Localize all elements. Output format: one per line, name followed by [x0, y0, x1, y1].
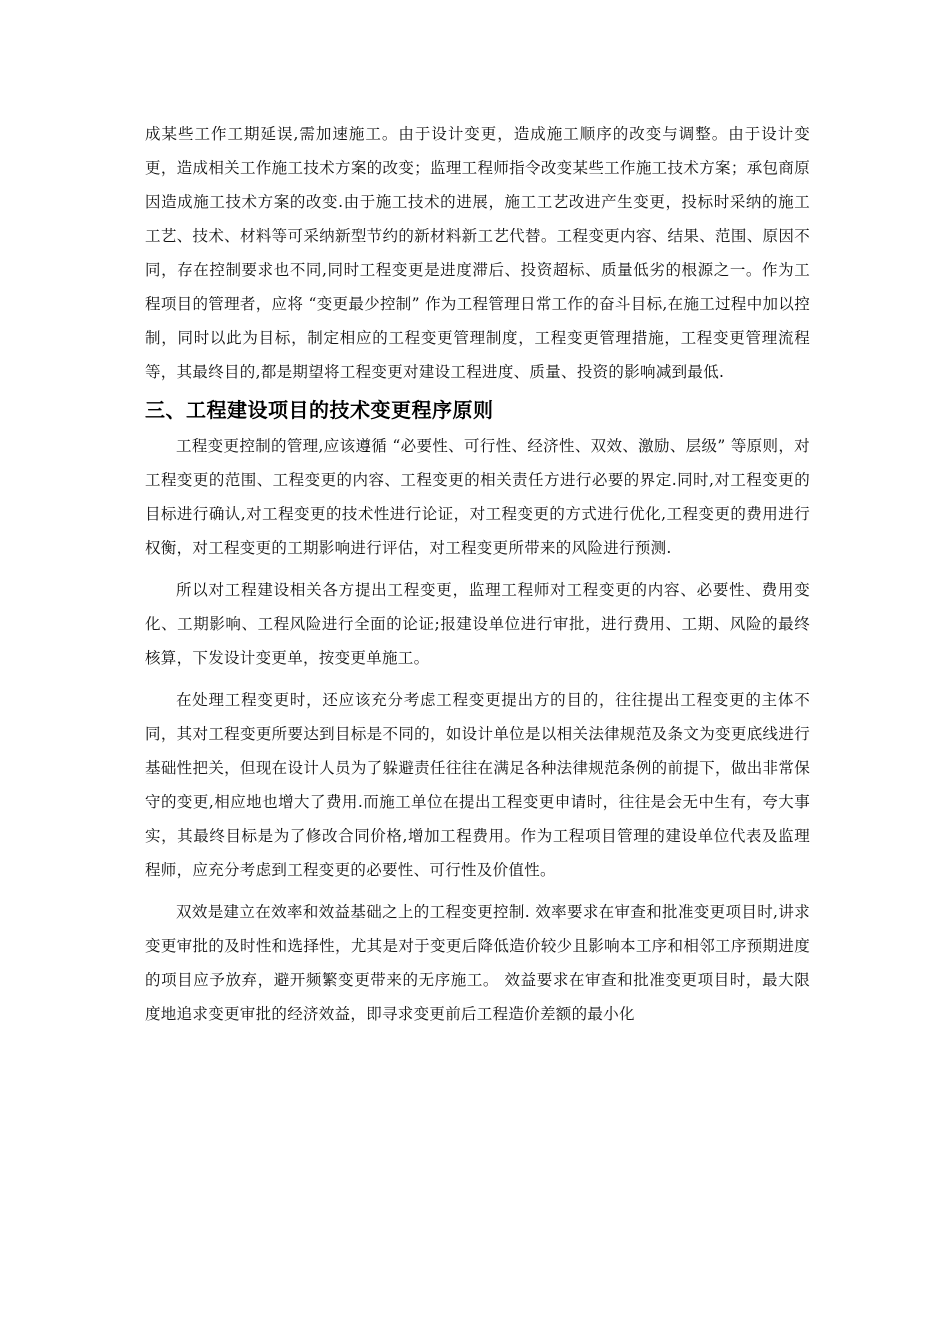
paragraph-continuation: 成某些工作工期延误,需加速施工。由于设计变更，造成施工顺序的改变与调整。由于设计变更，造成相关工作施工技术方案的改变；监理工程师指令改变某些工作施工技术方案；承包商原因造成施工技术方案的改变.由于施工技术的进展，施工工艺改进产生变更，投标时采纳的施工工艺、技术、材料等可采纳新型节约的新材料新工艺代替。工程变更内容、结果、范围、原因不同，存在控制要求也不同,同时工程变更是进度滞后、投资超标、质量低劣的根源之一。作为工程项目的管理者，应将 “变更最少控制” 作为工程管理日常工作的奋斗目标,在施工过程中加以控制，同时以此为目标，制定相应的工程变更管理制度，工程变更管理措施，工程变更管理流程等，其最终目的,都是期望将工程变更对建设工程进度、质量、投资的影响减到最低. — [145, 125, 810, 381]
paragraph-supervision: 所以对工程建设相关各方提出工程变更，监理工程师对工程变更的内容、必要性、费用变化、工期影响、工程风险进行全面的论证;报建设单位进行审批，进行费用、工期、风险的最终核算，下发设计变更单，按变更单施工。 — [145, 581, 810, 667]
paragraph-dual-efficiency: 双效是建立在效率和效益基础之上的工程变更控制. 效率要求在审查和批准变更项目时,讲求变更审批的及时性和选择性，尤其是对于变更后降低造价较少且影响本工序和相邻工序预期进度的项目应予放弃，避开频繁变更带来的无序施工。 效益要求在审查和批准变更项目时，最大限度地追求变更审批的经济效益，即寻求变更前后工程造价差额的最小化 — [145, 903, 810, 1023]
paragraph-principles: 工程变更控制的管理,应该遵循 “必要性、可行性、经济性、双效、激励、层级” 等原则，对工程变更的范围、工程变更的内容、工程变更的相关责任方进行必要的界定.同时,对工程变更的目标进行确认,对工程变更的技术性进行论证，对工程变更的方式进行优化,工程变更的费用进行权衡，对工程变更的工期影响进行评估，对工程变更所带来的风险进行预测. — [145, 437, 810, 557]
section-heading: 三、工程建设项目的技术变更程序原则 — [145, 398, 494, 422]
paragraph-purpose: 在处理工程变更时，还应该充分考虑工程变更提出方的目的，往往提出工程变更的主体不同，其对工程变更所要达到目标是不同的，如设计单位是以相关法律规范及条文为变更底线进行基础性把关，但现在设计人员为了躲避责任往往在满足各种法律规范条例的前提下，做出非常保守的变更,相应地也增大了费用.而施工单位在提出工程变更申请时，往往是会无中生有，夸大事实，其最终目标是为了修改合同价格,增加工程费用。作为工程项目管理的建设单位代表及监理程师，应充分考虑到工程变更的必要性、可行性及价值性。 — [145, 691, 810, 879]
